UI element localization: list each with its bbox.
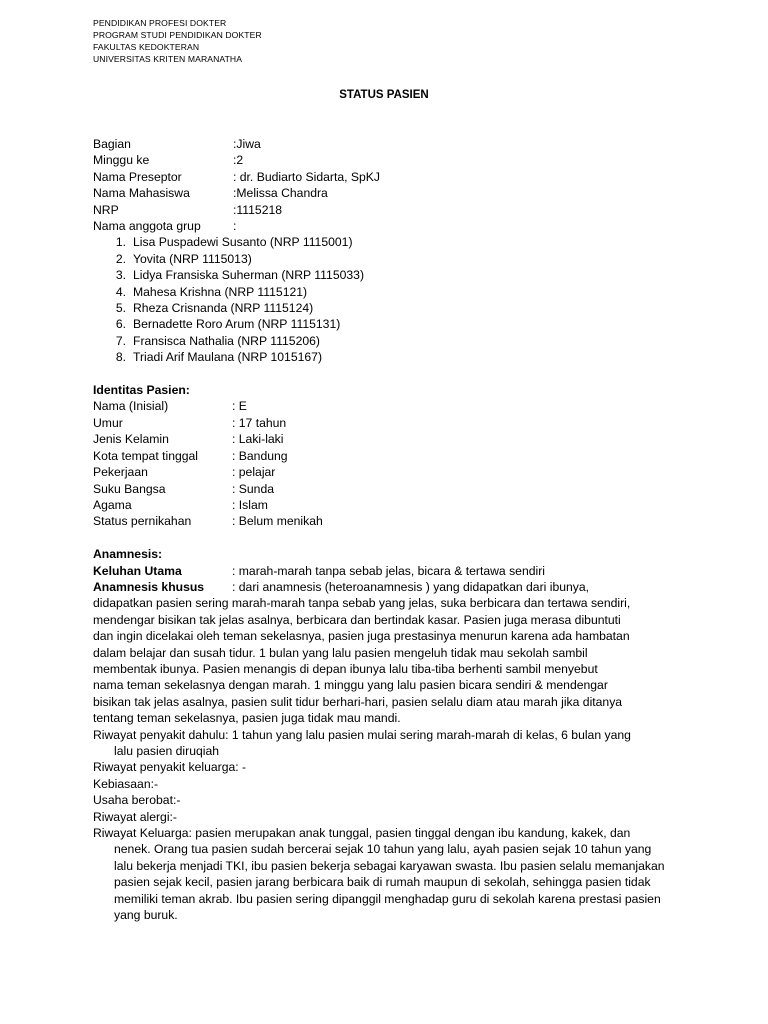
identity-label: Nama (Inisial)	[93, 399, 169, 414]
info-value: :Melissa Chandra	[233, 186, 328, 201]
list-number: 7.	[115, 333, 126, 348]
info-label: Nama anggota grup	[93, 219, 201, 234]
text-line: Riwayat Keluarga: pasien merupakan anak tunggal, pasien tinggal dengan ibu kandung, kakek, dan	[93, 826, 631, 841]
chief-complaint-row	[93, 563, 693, 579]
text-line: nenek. Orang tua pasien sudah bercerai sejak 10 tahun yang lalu, ayah pasien sejak 10 tahun yang	[114, 842, 652, 857]
section-heading: Identitas Pasien:	[93, 383, 190, 398]
identity-row	[93, 415, 693, 431]
list-item	[93, 234, 693, 250]
list-item	[93, 284, 693, 300]
info-label: Bagian	[93, 137, 131, 151]
list-number: 5.	[115, 301, 126, 316]
text-line: dalam belajar dan susah tidur. 1 bulan yang lalu pasien mengeluh tidak mau sekolah sambil	[93, 645, 588, 660]
identity-label: Umur	[93, 415, 123, 430]
header-line: UNIVERSITAS KRITEN MARANATHA	[93, 54, 243, 64]
section-heading: Anamnesis:	[93, 547, 163, 562]
special-anamnesis-text	[93, 595, 693, 726]
header-line: PENDIDIKAN PROFESI DOKTER	[93, 18, 227, 28]
info-row	[93, 185, 693, 201]
info-row	[93, 202, 693, 218]
info-row	[93, 136, 693, 152]
identity-row	[93, 464, 693, 480]
identity-row	[93, 481, 693, 497]
identity-value: : Sunda	[232, 481, 275, 496]
info-value: :Jiwa	[233, 137, 261, 151]
list-number: 3.	[115, 268, 126, 283]
text-line: membentak ibunya. Pasien menangis di depan ibunya lalu tiba-tiba berhenti sambil menyebut	[93, 661, 598, 676]
text-line: memiliki teman akrab. Ibu pasien sering dipanggil menghadap guru di sekolah karena prestasi pasien	[114, 891, 661, 906]
treatment-efforts: Usaha berobat:-	[93, 793, 181, 808]
chief-complaint-label: Keluhan Utama	[93, 563, 182, 578]
document-title: STATUS PASIEN	[339, 89, 429, 101]
identity-row	[93, 398, 693, 414]
identity-label: Pekerjaan	[93, 465, 148, 480]
info-label: Nama Preseptor	[93, 169, 182, 184]
list-item	[93, 300, 693, 316]
list-item	[93, 316, 693, 332]
identity-label: Kota tempat tinggal	[93, 448, 199, 463]
member-name: Fransisca Nathalia (NRP 1115206)	[133, 333, 320, 348]
info-value: :2	[233, 153, 244, 168]
text-line: bisikan tak jelas asalnya, pasien sulit tidur berhari-hari, pasien selalu diam atau marah jika ditanya	[93, 694, 623, 709]
member-name: Mahesa Krishna (NRP 1115121)	[133, 284, 308, 299]
family-illness-history: Riwayat penyakit keluarga: -	[93, 760, 247, 775]
text-line: tentang teman sekelasnya, pasien juga tidak mau mandi.	[93, 711, 401, 726]
special-anamnesis-label: Anamnesis khusus	[93, 579, 205, 594]
info-label: Nama Mahasiswa	[93, 186, 190, 201]
member-name: Yovita (NRP 1115013)	[133, 251, 252, 266]
identity-label: Agama	[93, 497, 132, 512]
identity-value: : Laki-laki	[232, 432, 284, 447]
family-history	[93, 825, 693, 923]
info-value: :1115218	[233, 202, 283, 217]
habits: Kebiasaan:-	[93, 776, 159, 791]
institution-header	[93, 17, 262, 65]
list-number: 4.	[115, 284, 126, 299]
identity-value: : 17 tahun	[232, 415, 287, 430]
text-line: yang buruk.	[114, 908, 178, 923]
identity-label: Status pernikahan	[93, 514, 192, 529]
identity-value: : Bandung	[232, 448, 288, 463]
list-number: 6.	[115, 317, 126, 332]
special-anamnesis-row	[93, 579, 693, 595]
info-row	[93, 152, 693, 168]
list-item	[93, 267, 693, 283]
member-name: Lidya Fransiska Suherman (NRP 1115033)	[133, 268, 365, 283]
identity-value: : Belum menikah	[232, 514, 323, 529]
text-line: Riwayat penyakit dahulu: 1 tahun yang lalu pasien mulai sering marah-marah di kelas, 6 bulan yang	[93, 727, 631, 742]
identity-value: : pelajar	[232, 465, 276, 480]
header-line: FAKULTAS KEDOKTERAN	[93, 42, 200, 52]
info-value: :	[233, 219, 237, 234]
text-line: nama teman sekelasnya dengan marah. 1 minggu yang lalu pasien bicara sendiri & mendengar	[93, 678, 608, 693]
member-name: Rheza Crisnanda (NRP 1115124)	[133, 301, 314, 316]
allergy-history: Riwayat alergi:-	[93, 809, 177, 824]
chief-complaint-value: : marah-marah tanpa sebab jelas, bicara & tertawa sendiri	[232, 563, 545, 578]
identity-value: : Islam	[232, 497, 268, 512]
text-line: lalu bekerja menjadi TKI, ibu pasien bekerja sebagai karyawan swasta. Ibu pasien selalu memanjakan	[114, 858, 665, 873]
text-line: dan ingin dicelakai oleh teman sekelasnya, pasien juga prestasinya menurun karena ada hambatan	[93, 629, 630, 644]
list-item	[93, 333, 693, 349]
identity-row	[93, 497, 693, 513]
identity-row	[93, 431, 693, 447]
group-members-list	[93, 234, 693, 365]
identity-label: Suku Bangsa	[93, 481, 166, 496]
anamnesis-section	[93, 546, 693, 923]
identity-label: Jenis Kelamin	[93, 432, 169, 447]
identity-row	[93, 448, 693, 464]
info-row	[93, 169, 693, 185]
list-item	[93, 349, 693, 365]
document-body	[93, 136, 693, 923]
member-name: Bernadette Roro Arum (NRP 1115131)	[133, 317, 341, 332]
patient-identity-section	[93, 382, 693, 530]
header-line: PROGRAM STUDI PENDIDIKAN DOKTER	[93, 30, 262, 40]
list-item	[93, 251, 693, 267]
info-section	[93, 136, 693, 234]
info-label: Minggu ke	[93, 153, 150, 168]
info-label: NRP	[93, 202, 119, 217]
text-line: lalu pasien diruqiah	[114, 744, 220, 758]
identity-row	[93, 513, 693, 529]
member-name: Triadi Arif Maulana (NRP 1015167)	[133, 350, 323, 365]
info-row	[93, 218, 693, 234]
list-number: 1.	[115, 235, 126, 250]
list-number: 8.	[115, 350, 126, 365]
special-anamnesis-value: : dari anamnesis (heteroanamnesis ) yang didapatkan dari ibunya,	[232, 579, 590, 594]
identity-value: : E	[232, 399, 247, 414]
text-line: pasien sejak kecil, pasien jarang berbicara baik di rumah maupun di sekolah, sehingga pasien tidak	[114, 875, 651, 890]
member-name: Lisa Puspadewi Susanto (NRP 1115001)	[133, 235, 353, 250]
text-line: mendengar bisikan tak jelas asalnya, berbicara dan bertindak kasar. Pasien juga merasa dibuntuti	[93, 612, 621, 627]
info-value: : dr. Budiarto Sidarta, SpKJ	[233, 169, 381, 184]
text-line: didapatkan pasien sering marah-marah tanpa sebab yang jelas, suka berbicara dan tertawa sendiri,	[93, 596, 631, 611]
list-number: 2.	[115, 251, 126, 266]
past-illness-history	[93, 727, 693, 760]
